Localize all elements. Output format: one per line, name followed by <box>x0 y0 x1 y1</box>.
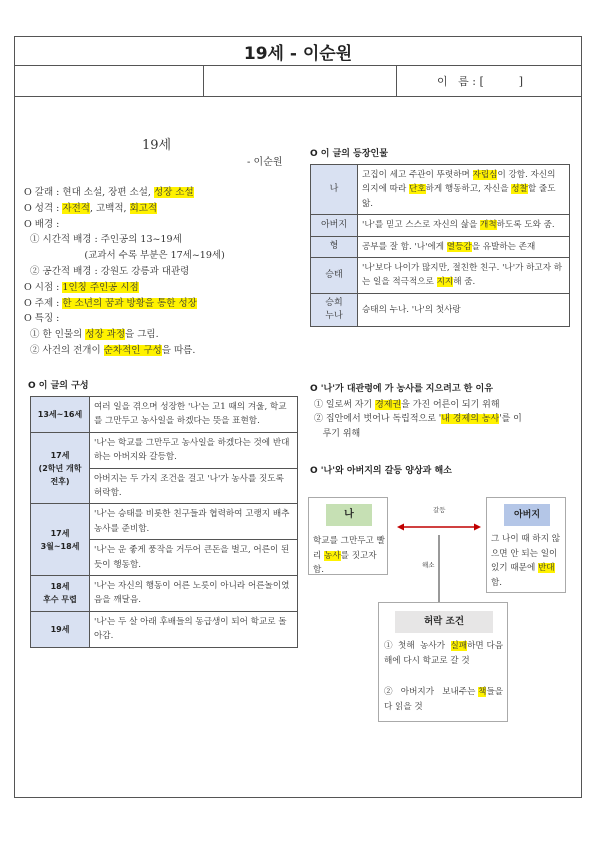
condition-1: ① 첫해 농사가 실패하면 다음해에 다시 학교로 갈 것 <box>384 641 504 666</box>
desc-highlight: 자립심 <box>472 170 498 180</box>
info-line <box>24 280 304 296</box>
stage-text: 여러 일을 겪으며 성장한 '나'는 고1 때의 겨울, 학교를 그만두고 농사일을 하겠다는 뜻을 표현함. <box>90 397 298 433</box>
condition-label: 허락 조건 <box>395 611 493 633</box>
info-text: 을 따름. <box>161 344 196 356</box>
info-line <box>24 232 304 248</box>
desc-highlight: 지지 <box>436 277 454 288</box>
stage-text: '나'는 운 좋게 풍작을 거두어 큰돈을 벌고, 어른이 된 듯이 행동함. <box>90 540 298 576</box>
reason-item <box>314 412 574 426</box>
info-line <box>24 327 304 343</box>
character-name: 형 <box>311 236 358 257</box>
reason-text: 루기 위해 <box>314 428 361 439</box>
info-highlight: 한 소년의 꿈과 방황을 통한 성장 <box>62 297 197 309</box>
info-text: (교과서 수록 부분은 17세~19세) <box>24 250 225 262</box>
info-line <box>24 264 304 280</box>
info-highlight: 자전적 <box>62 202 90 214</box>
reason-list <box>314 398 574 441</box>
conflict-arrows <box>395 505 483 605</box>
reason-item <box>314 398 574 412</box>
character-name: 승희 누나 <box>311 293 358 326</box>
table-row <box>31 397 298 433</box>
reason-highlight: 경제권 <box>375 400 402 410</box>
info-text: O 주제 : <box>24 297 63 309</box>
desc-highlight: 개척 <box>480 220 497 231</box>
info-line <box>24 217 304 233</box>
desc-text: 승태의 누나. '나'의 첫사랑 <box>362 304 461 315</box>
desc-highlight: 열등감 <box>446 241 472 252</box>
info-highlight: 1인칭 주인공 시점 <box>62 281 139 293</box>
character-desc <box>358 236 570 257</box>
stage-cell: 17세 3월~18세 <box>31 504 90 576</box>
title-text: 19세 - 이순원 <box>243 43 353 64</box>
info-line <box>24 185 304 201</box>
reason-text: ① 일로써 자기 <box>314 400 376 410</box>
character-name: 나 <box>311 165 358 215</box>
desc-highlight: 단호 <box>408 184 426 195</box>
character-desc <box>358 293 570 326</box>
desc-highlight: 성찰 <box>511 184 528 195</box>
info-text: ② 공간적 배경 : 강원도 강릉과 대관령 <box>24 265 190 277</box>
character-name: 아버지 <box>311 215 358 236</box>
name-field[interactable] <box>397 66 581 96</box>
stage-cell: 18세 후수 무렵 <box>31 576 90 612</box>
reason-text: 을 가진 어른이 되기 위해 <box>401 400 500 410</box>
table-row <box>311 258 570 294</box>
info-highlight: 성장 과정 <box>85 329 126 341</box>
info-line <box>24 311 304 327</box>
me-text: 학교를 그만두고 빨리 농사를 짓고자 함. <box>313 536 385 575</box>
name-label: 이 름 : [ ] <box>437 75 523 88</box>
character-name: 승태 <box>311 258 358 294</box>
reason-heading: O '나'가 대관령에 가 농사를 지으려고 한 이유 <box>310 384 493 394</box>
info-row <box>14 65 582 97</box>
reason-text: '를 이 <box>499 414 522 425</box>
desc-text: 하도록 도와 줌. <box>496 220 555 231</box>
characters-heading: O 이 글의 등장인물 <box>310 149 388 159</box>
table-row <box>31 432 298 468</box>
characters-table <box>310 164 570 327</box>
info-line <box>24 201 304 217</box>
info-text: O 배경 : <box>24 218 60 230</box>
work-title: 19세 <box>142 138 172 153</box>
table-row <box>311 165 570 215</box>
resolve-label: 해소 <box>422 561 435 569</box>
info-highlight: 회고적 <box>129 202 158 214</box>
table-row <box>311 236 570 257</box>
table-row <box>31 576 298 612</box>
stage-text: '나'는 승태를 비롯한 친구들과 협력하여 고랭지 배추 농사를 준비함. <box>90 504 298 540</box>
desc-text: 공부를 잘 함. '나'에게 <box>362 241 447 252</box>
table-row <box>311 293 570 326</box>
work-info-list <box>24 185 304 359</box>
condition-box <box>378 602 508 722</box>
stage-text: '나'는 학교를 그만두고 농사일을 하겠다는 것에 반대하는 아버지와 갈등함. <box>90 432 298 468</box>
reason-text: ② 집안에서 벗어나 독립적으로 ' <box>314 414 442 425</box>
info-cell-2 <box>204 66 397 96</box>
info-text: ① 한 인물의 <box>24 329 86 341</box>
info-line <box>24 343 304 359</box>
info-text: ① 시간적 배경 : 주인공의 13~19세 <box>24 234 182 246</box>
desc-text: 해 줌. <box>453 277 476 288</box>
info-text: O 성격 : <box>24 202 63 214</box>
desc-text: '나'를 믿고 스스로 자신의 삶을 <box>362 220 481 231</box>
stage-cell: 13세~16세 <box>31 397 90 433</box>
table-row <box>311 215 570 236</box>
info-text: , 고백적, <box>89 202 130 214</box>
info-highlight: 성장 소설 <box>153 187 194 198</box>
info-text: 을 그림. <box>125 329 159 341</box>
structure-table <box>30 396 298 648</box>
info-text: ② 사건의 전개이 <box>24 344 104 356</box>
character-desc <box>358 215 570 236</box>
info-text: O 시점 : <box>24 281 63 293</box>
desc-text: 을 유발하는 존재 <box>471 241 536 252</box>
desc-text: 할 줄도 앎. <box>362 184 556 209</box>
info-text: O 갈래 : 현대 소설, 장편 소설, <box>24 187 154 198</box>
reason-item <box>314 427 574 441</box>
father-box <box>486 497 566 593</box>
stage-text: '나'는 자신의 행동이 어른 노릇이 아니라 어른놀이였음을 깨달음. <box>90 576 298 612</box>
stage-cell: 17세 (2학년 개학 전후) <box>31 432 90 504</box>
info-line <box>24 248 304 264</box>
me-box <box>308 497 388 575</box>
reason-highlight: 내 경제의 농사 <box>441 414 500 425</box>
work-author: - 이순원 <box>247 157 283 168</box>
info-cell-1 <box>15 66 204 96</box>
character-desc <box>358 258 570 294</box>
me-label: 나 <box>326 504 372 526</box>
info-line <box>24 296 304 312</box>
table-row <box>31 504 298 540</box>
desc-text: 이 강함. 자신의 의지에 따라 <box>362 170 556 195</box>
conflict-heading: O '나'와 아버지의 갈등 양상과 해소 <box>310 466 452 476</box>
table-row <box>31 611 298 647</box>
father-text: 그 나이 때 하지 않으면 안 되는 일이 있기 때문에 반대함. <box>491 534 561 588</box>
condition-2: ② 아버지가 보내주는 책들을 다 읽을 것 <box>384 687 504 712</box>
father-label: 아버지 <box>504 504 550 526</box>
info-text: O 특징 : <box>24 313 60 325</box>
stage-text: 아버지는 두 가지 조건을 걸고 '나'가 농사를 짓도록 허락함. <box>90 468 298 504</box>
conflict-label: 갈등 <box>433 506 446 514</box>
desc-text: 고집이 세고 주관이 뚜렷하며 <box>362 170 473 180</box>
info-highlight: 순차적인 구성 <box>103 344 162 356</box>
desc-text: '나'보다 나이가 많지만, 절친한 친구. '나'가 하고자 하는 일을 적극적으로 <box>362 263 563 288</box>
desc-text: 하게 행동하고, 자신을 <box>425 184 512 195</box>
page-title <box>14 36 582 66</box>
stage-cell: 19세 <box>31 611 90 647</box>
structure-heading: O 이 글의 구성 <box>28 381 89 391</box>
stage-text: '나'는 두 살 아래 후배들의 동급생이 되어 학교로 돌아감. <box>90 611 298 647</box>
character-desc <box>358 165 570 215</box>
